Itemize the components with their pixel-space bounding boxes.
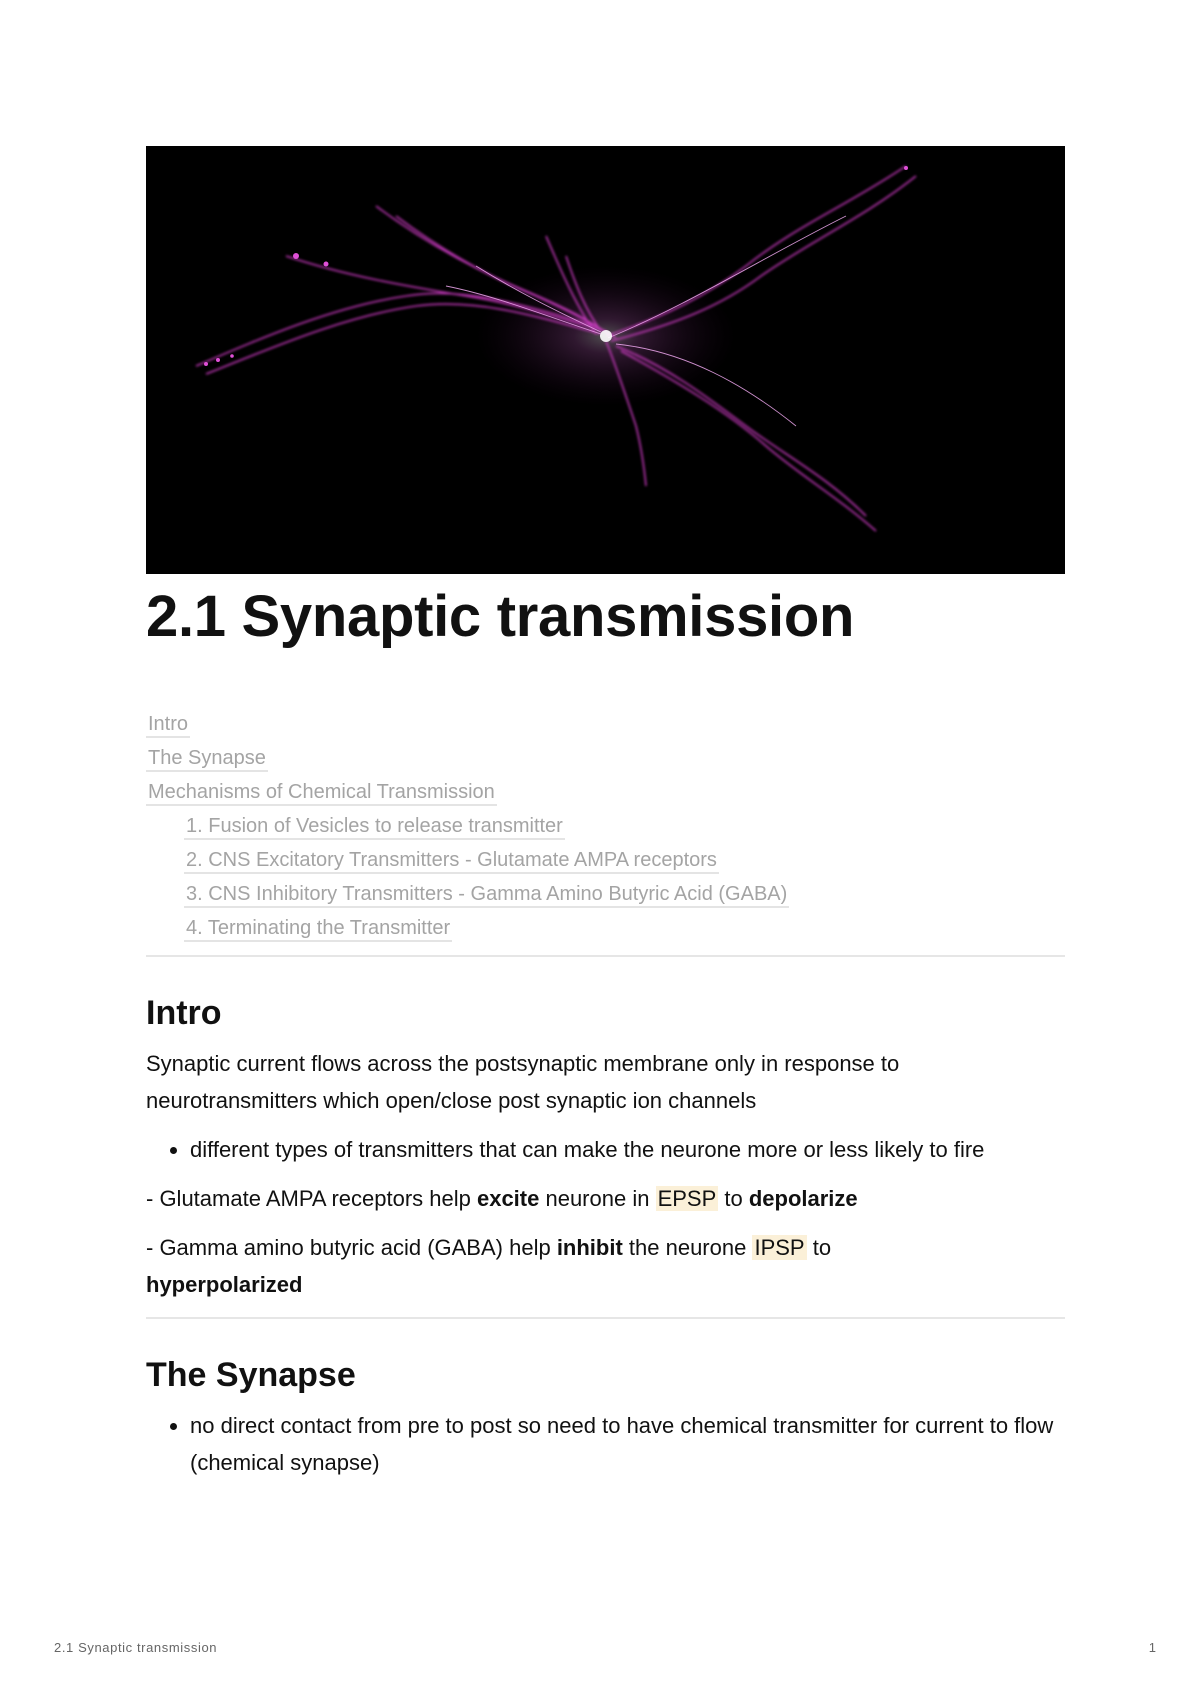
intro-paragraph: Synaptic current flows across the postsynaptic membrane only in response to neurotransmitters which open/close post synaptic ion channels <box>146 1050 900 1113</box>
highlight-term: EPSP <box>657 1185 717 1211</box>
section-intro <box>146 993 1065 1303</box>
highlight-term: IPSP <box>754 1234 805 1260</box>
page-title: 2.1 Synaptic transmission <box>146 584 855 649</box>
toc-link-excitatory-transmitters[interactable]: 2. CNS Excitatory Transmitters - Glutamate AMPA receptors <box>184 848 719 874</box>
line-text: - Glutamate AMPA receptors help <box>146 1185 477 1211</box>
page-content <box>146 146 1065 1481</box>
toc-link-fusion-of-vesicles[interactable]: 1. Fusion of Vesicles to release transmitter <box>184 814 565 840</box>
section-divider <box>146 955 1065 957</box>
toc-link-mechanisms[interactable]: Mechanisms of Chemical Transmission <box>146 780 497 806</box>
heading-intro: Intro <box>146 993 222 1032</box>
bold-term: depolarize <box>748 1185 858 1211</box>
line-text: neurone in <box>539 1185 656 1211</box>
synapse-bullet-list <box>146 1407 1065 1481</box>
glutamate-line <box>146 1180 1065 1217</box>
toc-link-intro[interactable]: Intro <box>146 712 190 738</box>
bold-term: excite <box>476 1185 540 1211</box>
line-text: to <box>806 1234 832 1260</box>
toc-link-the-synapse[interactable]: The Synapse <box>146 746 268 772</box>
line-text: to <box>718 1185 749 1211</box>
intro-bullet-list <box>146 1131 1065 1168</box>
list-item: • no direct contact from pre to post so need to have chemical transmitter for current to flow (chemical synapse) <box>190 1407 1065 1481</box>
section-the-synapse <box>146 1355 1065 1481</box>
cover-image <box>146 146 1065 574</box>
section-divider <box>146 1317 1065 1319</box>
bold-term: inhibit <box>556 1234 623 1260</box>
gaba-line <box>146 1229 1065 1303</box>
heading-the-synapse: The Synapse <box>146 1355 356 1394</box>
toc-link-inhibitory-transmitters[interactable]: 3. CNS Inhibitory Transmitters - Gamma Amino Butyric Acid (GABA) <box>184 882 789 908</box>
footer-doc-title: 2.1 Synaptic transmission <box>54 1640 218 1655</box>
bold-term: hyperpolarized <box>146 1271 303 1297</box>
toc-link-terminating-transmitter[interactable]: 4. Terminating the Transmitter <box>184 916 452 942</box>
footer-page-number: 1 <box>1148 1640 1156 1655</box>
list-item: • different types of transmitters that can make the neurone more or less likely to fire <box>190 1131 1065 1168</box>
table-of-contents <box>146 707 1065 945</box>
line-text: the neurone <box>622 1234 753 1260</box>
line-text: - Gamma amino butyric acid (GABA) help <box>146 1234 557 1260</box>
